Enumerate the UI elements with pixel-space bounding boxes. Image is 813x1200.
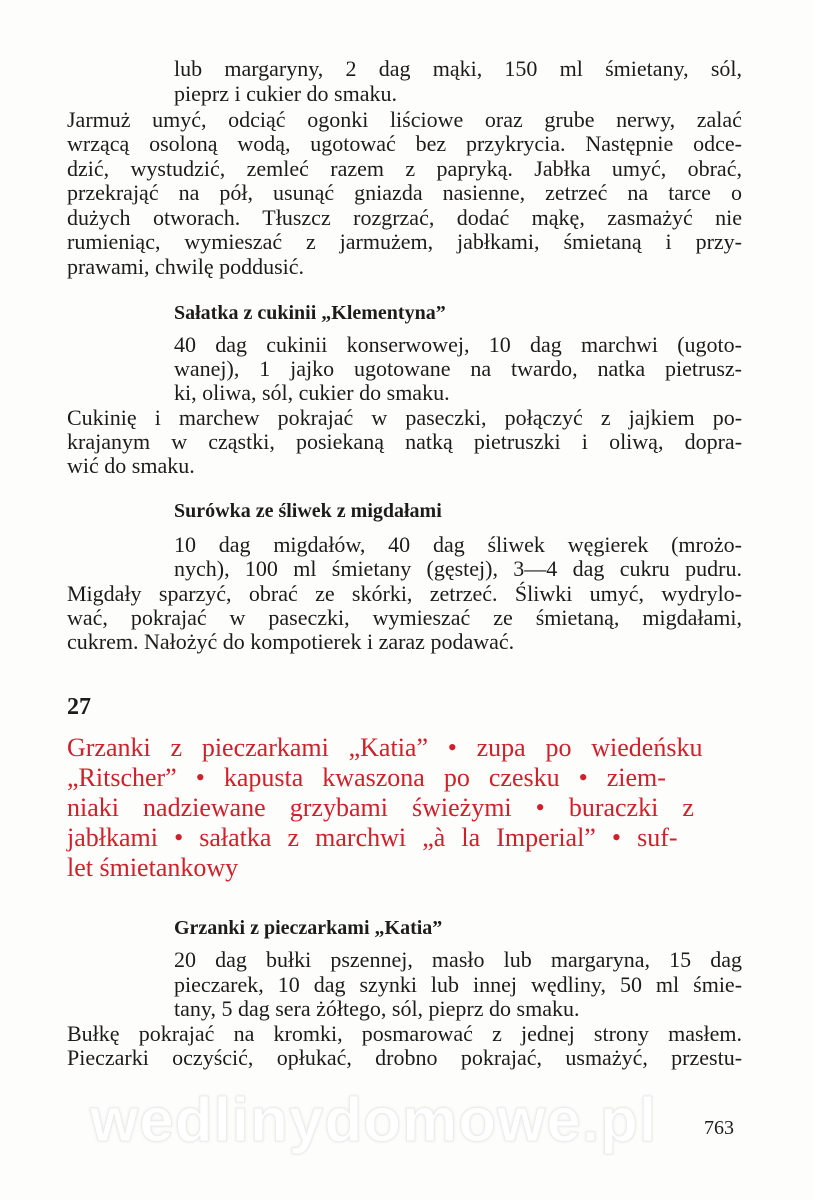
ingredient-line: lub margaryny, 2 dag mąki, 150 ml śmietany, sól,: [174, 56, 742, 81]
method-line: wrzącą osoloną wodą, ugotować bez przykrycia. Następnie odce-: [67, 131, 742, 156]
ingredient-line: wanej), 1 jajko ugotowane na twardo, natka pietrusz-: [174, 356, 742, 381]
ingredient-line: 20 dag bułki pszennej, masło lub margaryna, 15 dag: [174, 947, 743, 972]
recipe-title: Surówka ze śliwek z migdałami: [174, 500, 442, 522]
method-line: Migdały sparzyć, obrać ze skórki, zetrzeć. Śliwki umyć, wydrylo-: [67, 581, 743, 606]
menu-line: jabłkami • sałatka z marchwi „à la Imperial” • suf-: [67, 823, 678, 852]
method-line: wać, pokrajać w paseczki, wymieszać ze śmietaną, migdałami,: [67, 605, 742, 630]
method-line: prawami, chwilę poddusić.: [67, 254, 305, 279]
ingredient-line: ki, oliwa, sól, cukier do smaku.: [174, 380, 450, 405]
method-line: cukrem. Nałożyć do kompotierek i zaraz podawać.: [67, 629, 515, 654]
menu-number: 27: [67, 694, 91, 720]
ingredient-line: pieczarek, 10 dag szynki lub innej wędliny, 50 ml śmie-: [174, 972, 743, 997]
ingredient-line: nych), 100 ml śmietany (gęstej), 3—4 dag cukru pudru.: [174, 556, 742, 581]
method-line: krajanym w cząstki, posiekaną natką pietruszki i oliwą, dopra-: [67, 429, 743, 454]
method-line: wić do smaku.: [67, 453, 195, 478]
ingredient-line: 10 dag migdałów, 40 dag śliwek węgierek (mrożo-: [174, 532, 742, 557]
ingredient-line: 40 dag cukinii konserwowej, 10 dag marchwi (ugoto-: [174, 332, 742, 357]
method-line: dzić, wystudzić, zemleć razem z papryką. Jabłka umyć, obrać,: [67, 156, 742, 181]
menu-line: „Ritscher” • kapusta kwaszona po czesku • ziem-: [67, 763, 666, 792]
method-line: Cukinię i marchew pokrajać w paseczki, połączyć z jajkiem po-: [67, 405, 743, 430]
method-line: Bułkę pokrajać na kromki, posmarować z jednej strony masłem.: [67, 1021, 743, 1046]
watermark: wedlinydomowe.pl: [90, 1086, 658, 1155]
menu-line: Grzanki z pieczarkami „Katia” • zupa po wiedeńsku: [67, 733, 703, 762]
method-line: rumieniąc, wymieszać z jarmużem, jabłkami, śmietaną i przy-: [67, 229, 742, 254]
menu-line: let śmietankowy: [67, 853, 239, 882]
ingredient-line: tany, 5 dag sera żółtego, sól, pieprz do smaku.: [174, 996, 580, 1021]
ingredient-line: pieprz i cukier do smaku.: [174, 81, 397, 106]
page-number: 763: [704, 1117, 734, 1139]
recipe-title: Grzanki z pieczarkami „Katia”: [174, 917, 443, 939]
menu-line: niaki nadziewane grzybami świeżymi • buraczki z: [67, 793, 694, 822]
method-line: Jarmuż umyć, odciąć ogonki liściowe oraz grube nerwy, zalać: [67, 107, 742, 132]
method-line: przekrająć na pół, usunąć gniazda nasienne, zetrzeć na tarce o: [67, 180, 742, 205]
recipe-title: Sałatka z cukinii „Klementyna”: [174, 302, 446, 324]
method-line: Pieczarki oczyścić, opłukać, drobno pokrajać, usmażyć, przestu-: [67, 1045, 743, 1070]
method-line: dużych otworach. Tłuszcz rozgrzać, dodać mąkę, zasmażyć nie: [67, 205, 743, 230]
